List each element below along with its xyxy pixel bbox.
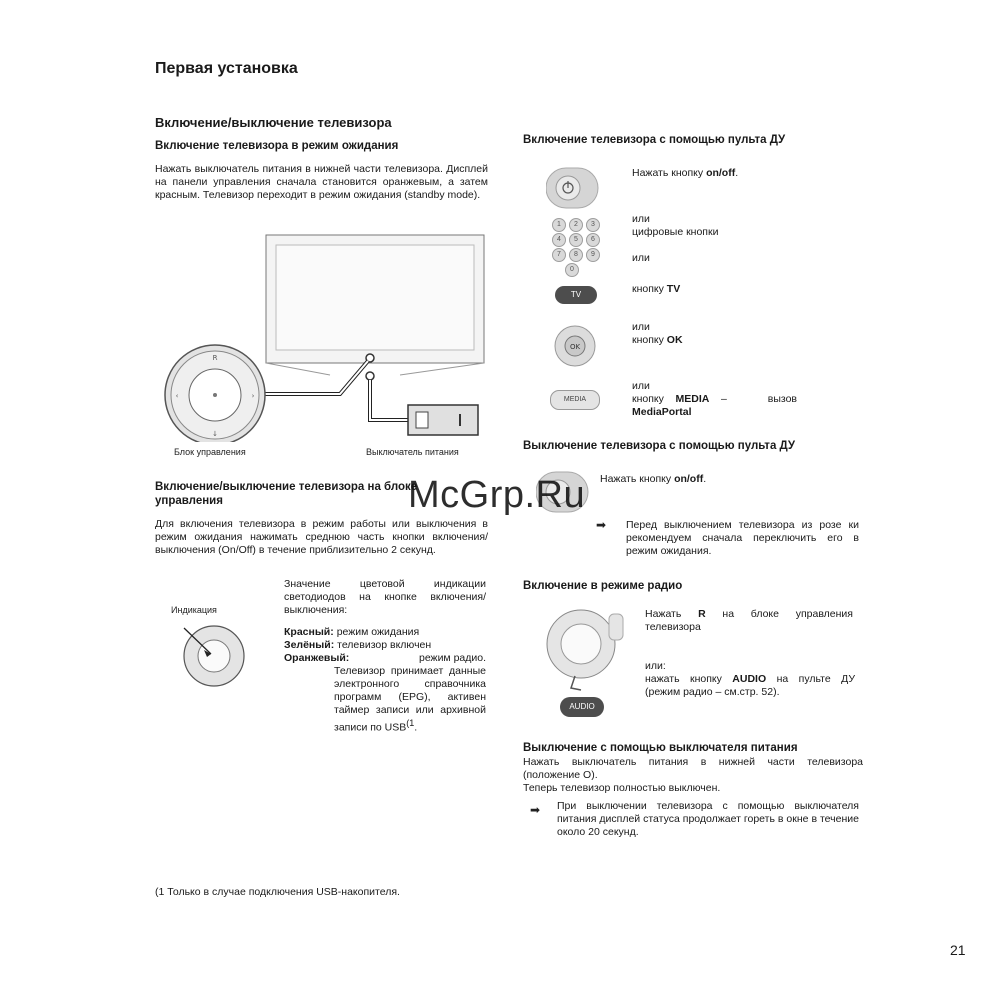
onoff-key-icon bbox=[546, 166, 602, 210]
step5-or: или bbox=[632, 380, 650, 392]
ok-key-icon bbox=[553, 324, 597, 368]
keypad-key: 4 bbox=[552, 233, 566, 247]
radio-dial-icon bbox=[541, 604, 625, 694]
radio-or: или: bbox=[645, 660, 666, 672]
page-number: 21 bbox=[950, 942, 966, 958]
keypad-key: 5 bbox=[569, 233, 583, 247]
radio-bold: R bbox=[698, 608, 706, 620]
audio-key-icon: AUDIO bbox=[560, 697, 604, 717]
svg-text:‹: ‹ bbox=[175, 392, 179, 400]
step5-pre: кнопку bbox=[632, 393, 664, 405]
section-title: Включение/выключение телевизора bbox=[155, 115, 392, 130]
led-orange bbox=[284, 652, 486, 665]
keypad-key: 8 bbox=[569, 248, 583, 262]
step4-text bbox=[632, 334, 683, 347]
led-orange-footnote-mark: (1 bbox=[406, 718, 415, 728]
led-red bbox=[284, 626, 486, 639]
page-title: Первая установка bbox=[155, 60, 298, 77]
keypad-key: 3 bbox=[586, 218, 600, 232]
label-control-unit: Блок управления bbox=[174, 447, 246, 457]
svg-text:›: › bbox=[251, 392, 255, 400]
onoff-heading: Включение/выключение телевизора на блоке управления bbox=[155, 481, 418, 507]
radio-step2 bbox=[645, 673, 855, 699]
step1-post: . bbox=[735, 167, 739, 179]
off-post: . bbox=[703, 473, 707, 485]
led-green-label: Зелёный: bbox=[284, 639, 335, 651]
radio-pre: Нажать bbox=[645, 608, 699, 620]
step3-or: или bbox=[632, 252, 650, 264]
indication-label: Индикация bbox=[171, 605, 217, 615]
tv-screen bbox=[276, 245, 474, 350]
step5-text bbox=[632, 393, 797, 406]
keypad-key: 7 bbox=[552, 248, 566, 262]
watermark: McGrp.Ru bbox=[408, 474, 586, 516]
led-green bbox=[284, 639, 486, 652]
led-orange-text-2: Телевизор принимает данные электронного справочника программ (EPG), активен таймер записи или архивной записи по USB bbox=[334, 665, 486, 734]
switch-text-2: Теперь телевизор полностью выключен. bbox=[523, 782, 721, 794]
svg-text:R: R bbox=[212, 354, 218, 362]
step2-or: или bbox=[632, 213, 650, 225]
led-intro: Значение цветовой индикации светодиодов на кнопке включения/выключения: bbox=[284, 578, 486, 616]
step3-pre: кнопку bbox=[632, 283, 667, 295]
led-red-text: режим ожидания bbox=[336, 626, 420, 638]
radio-post: на блоке управления телевизора bbox=[645, 608, 853, 633]
indicator-dial bbox=[176, 620, 256, 690]
step5-bold1: MEDIA bbox=[675, 393, 710, 405]
led-red-label: Красный: bbox=[284, 626, 334, 638]
radio2-pre: нажать кнопку bbox=[645, 673, 733, 685]
off-step bbox=[600, 473, 706, 486]
led-green-text: телевизор включен bbox=[337, 639, 432, 651]
step5-mid: – вызов bbox=[720, 393, 797, 405]
standby-heading: Включение телевизора в режим ожидания bbox=[155, 140, 399, 152]
off-bold: on/off bbox=[674, 473, 704, 485]
ok-key-label: OK bbox=[569, 343, 581, 351]
radio2-post: на пульте ДУ (режим радио – см.стр. 52). bbox=[645, 673, 855, 698]
step1 bbox=[632, 167, 738, 180]
radio2-bold: AUDIO bbox=[732, 673, 767, 685]
keypad-key: 6 bbox=[586, 233, 600, 247]
svg-text:↓: ↓ bbox=[212, 430, 218, 438]
keypad-key: 9 bbox=[586, 248, 600, 262]
note-arrow-icon: ➡ bbox=[596, 518, 607, 532]
media-key-icon: MEDIA bbox=[550, 390, 600, 410]
standby-text: Нажать выключатель питания в нижней части телевизора. Дисплей на панели управления сначала становится оранжевым, а затем красным. Телевизор переходит в режим ожидания (standby mode). bbox=[155, 163, 488, 201]
tv-key-icon: TV bbox=[555, 286, 597, 304]
radio-heading: Включение в режиме радио bbox=[523, 580, 683, 592]
step3-text bbox=[632, 283, 680, 296]
step1-pre: Нажать кнопку bbox=[632, 167, 707, 179]
note-arrow-icon-2: ➡ bbox=[530, 803, 541, 817]
step2-text: цифровые кнопки bbox=[632, 226, 719, 238]
keypad-key: 1 bbox=[552, 218, 566, 232]
off-pre: Нажать кнопку bbox=[600, 473, 675, 485]
onoff-text: Для включения телевизора в режим работы или выключения в режим ожидания нажимать среднюю часть кнопки включения/выключения (On/Off) в течение приблизительно 2 секунд. bbox=[155, 518, 488, 556]
footnote: (1 Только в случае подключения USB-накопителя. bbox=[155, 886, 400, 898]
switch-text-1: Нажать выключатель питания в нижней части телевизора (положение О). bbox=[523, 756, 863, 781]
label-power-switch: Выключатель питания bbox=[366, 447, 459, 457]
step4-bold: OK bbox=[666, 334, 683, 346]
control-dial bbox=[165, 345, 265, 442]
led-orange-text-1: режим радио. bbox=[418, 652, 486, 664]
led-orange-detail bbox=[334, 665, 486, 735]
remote-off-heading: Выключение телевизора с помощью пульта ДУ bbox=[523, 440, 796, 452]
remote-on-heading: Включение телевизора с помощью пульта ДУ bbox=[523, 134, 786, 146]
step3-bold: TV bbox=[666, 283, 681, 295]
switch-heading: Выключение с помощью выключателя питания bbox=[523, 742, 798, 754]
radio-step bbox=[645, 608, 853, 634]
step1-bold: on/off bbox=[706, 167, 736, 179]
keypad-key: 2 bbox=[569, 218, 583, 232]
keypad-key: 0 bbox=[565, 263, 579, 277]
step5-mediaportal: MediaPortal bbox=[632, 406, 692, 418]
switch-note: При выключении телевизора с помощью выключателя питания дисплей статуса продолжает гореть в окне в течение около 20 секунд. bbox=[557, 800, 859, 838]
tv-power-point bbox=[366, 372, 374, 380]
step4-pre: кнопку bbox=[632, 334, 667, 346]
led-orange-label: Оранжевый: bbox=[284, 652, 350, 664]
step4-or: или bbox=[632, 321, 650, 333]
numeric-keypad-icon bbox=[552, 218, 602, 278]
tv-diagram bbox=[160, 230, 490, 442]
off-note: Перед выключением телевизора из розе ки рекомендуем сначала переключить его в режим ожидания. bbox=[626, 519, 859, 557]
power-switch bbox=[408, 405, 478, 435]
led-orange-end: . bbox=[414, 721, 418, 734]
